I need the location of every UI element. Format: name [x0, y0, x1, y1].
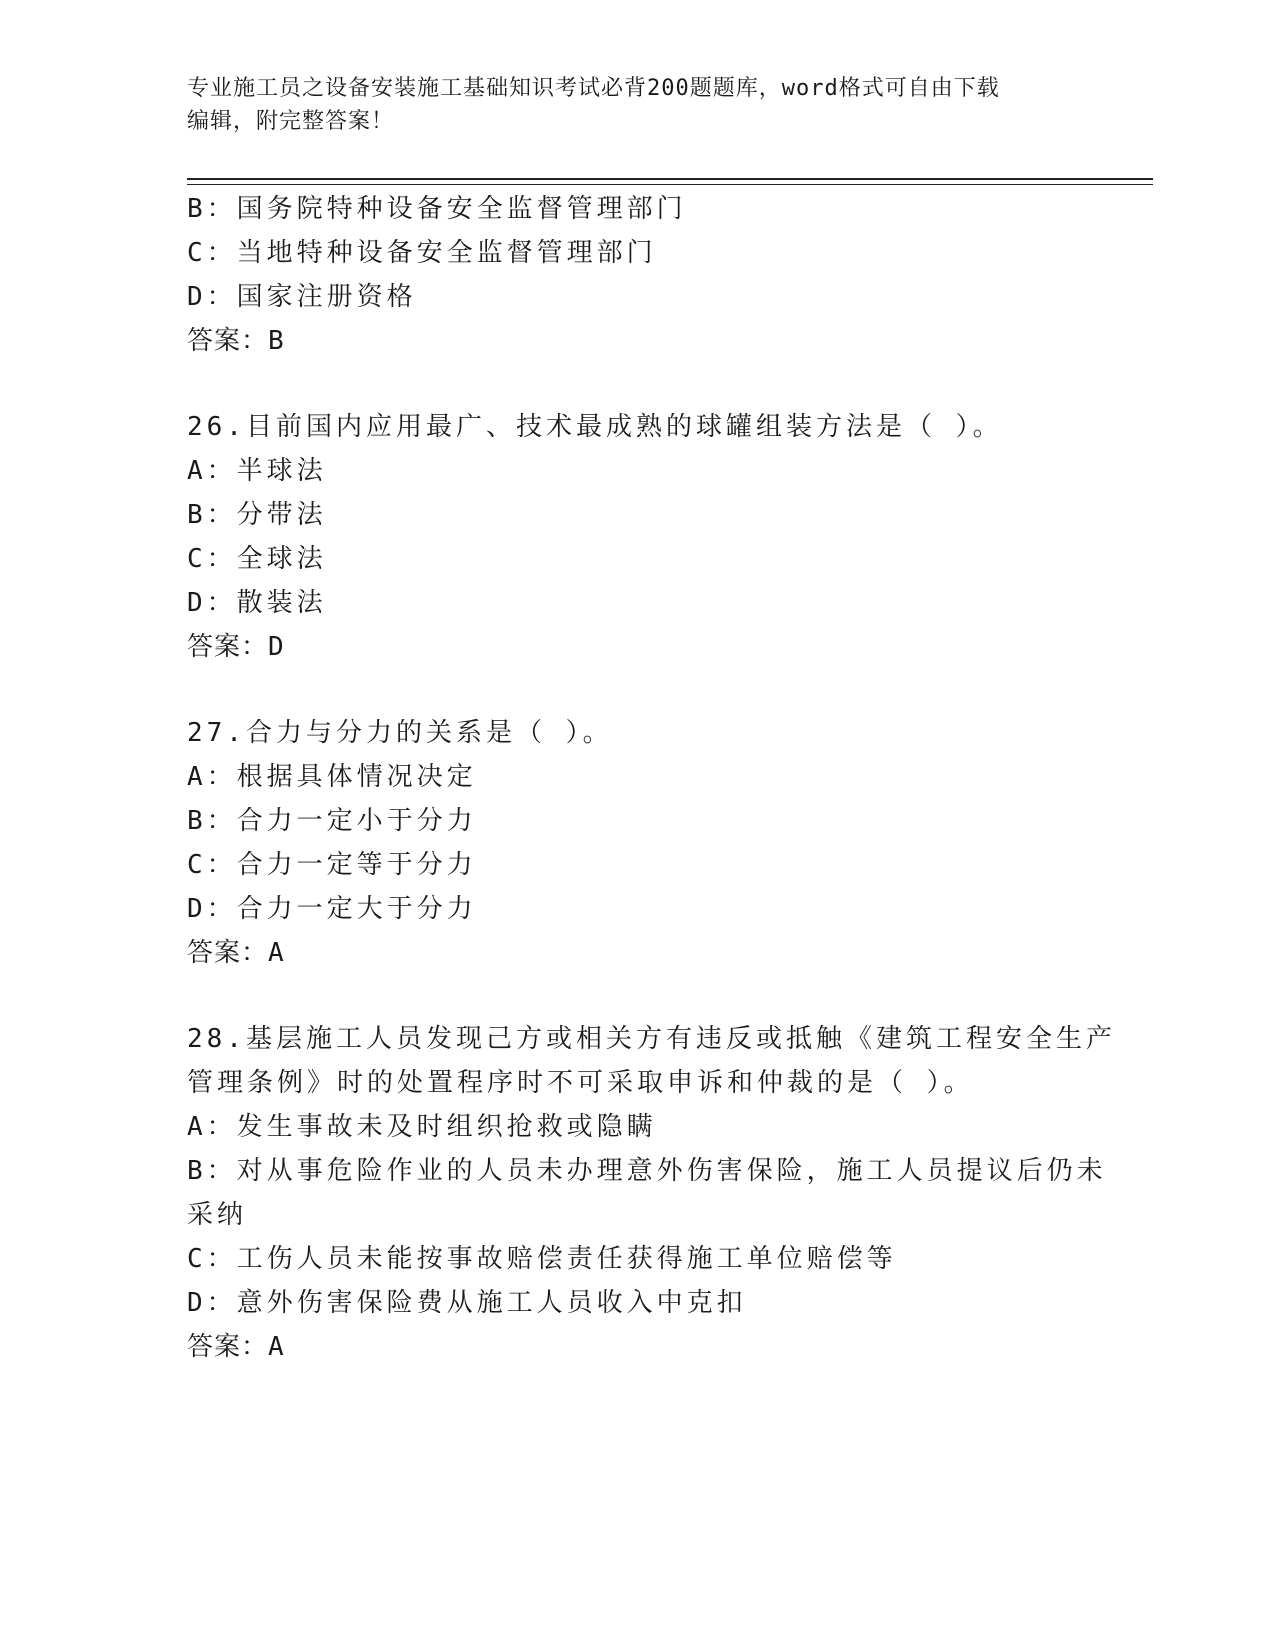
document-header: [187, 72, 1067, 138]
q26-option-c: C：全球法: [187, 544, 327, 574]
q25-option-b: B：国务院特种设备安全监督管理部门: [187, 194, 687, 224]
q27-option-c: C：合力一定等于分力: [187, 850, 477, 880]
q28-option-a: A：发生事故未及时组织抢救或隐瞒: [187, 1112, 657, 1142]
q28-answer: 答案：A: [187, 1332, 285, 1362]
q28-option-c: C：工伤人员未能按事故赔偿责任获得施工单位赔偿等: [187, 1244, 897, 1274]
q28-option-b-line-1: B：对从事危险作业的人员未办理意外伤害保险，施工人员提议后仍未: [187, 1156, 1107, 1186]
header-divider-thin: [187, 184, 1153, 185]
q26-stem: 26.目前国内应用最广、技术最成熟的球罐组装方法是（ ）。: [187, 412, 1003, 442]
q25-answer: 答案：B: [187, 326, 285, 356]
q28-option-d: D：意外伤害保险费从施工人员收入中克扣: [187, 1288, 747, 1318]
q28-option-b-line-2: 采纳: [187, 1200, 248, 1230]
q28-stem-line-1: 28.基层施工人员发现己方或相关方有违反或抵触《建筑工程安全生产: [187, 1024, 1116, 1054]
header-divider-thick: [187, 178, 1153, 180]
q26-option-b: B：分带法: [187, 500, 327, 530]
q27-stem: 27.合力与分力的关系是（ ）。: [187, 718, 613, 748]
q28-stem-line-2: 管理条例》时的处置程序时不可采取申诉和仲裁的是（ ）。: [187, 1068, 974, 1098]
q27-option-b: B：合力一定小于分力: [187, 806, 477, 836]
q25-option-d: D：国家注册资格: [187, 282, 417, 312]
q27-option-a: A：根据具体情况决定: [187, 762, 477, 792]
q27-answer: 答案：A: [187, 938, 285, 968]
header-title-line-2: 编辑，附完整答案！: [187, 109, 395, 134]
header-title-line-1: 专业施工员之设备安装施工基础知识考试必背200题题库，word格式可自由下载: [187, 76, 1000, 101]
q26-option-a: A：半球法: [187, 456, 327, 486]
q26-option-d: D：散装法: [187, 588, 327, 618]
q27-option-d: D：合力一定大于分力: [187, 894, 477, 924]
q25-option-c: C：当地特种设备安全监督管理部门: [187, 238, 657, 268]
q26-answer: 答案：D: [187, 632, 285, 662]
